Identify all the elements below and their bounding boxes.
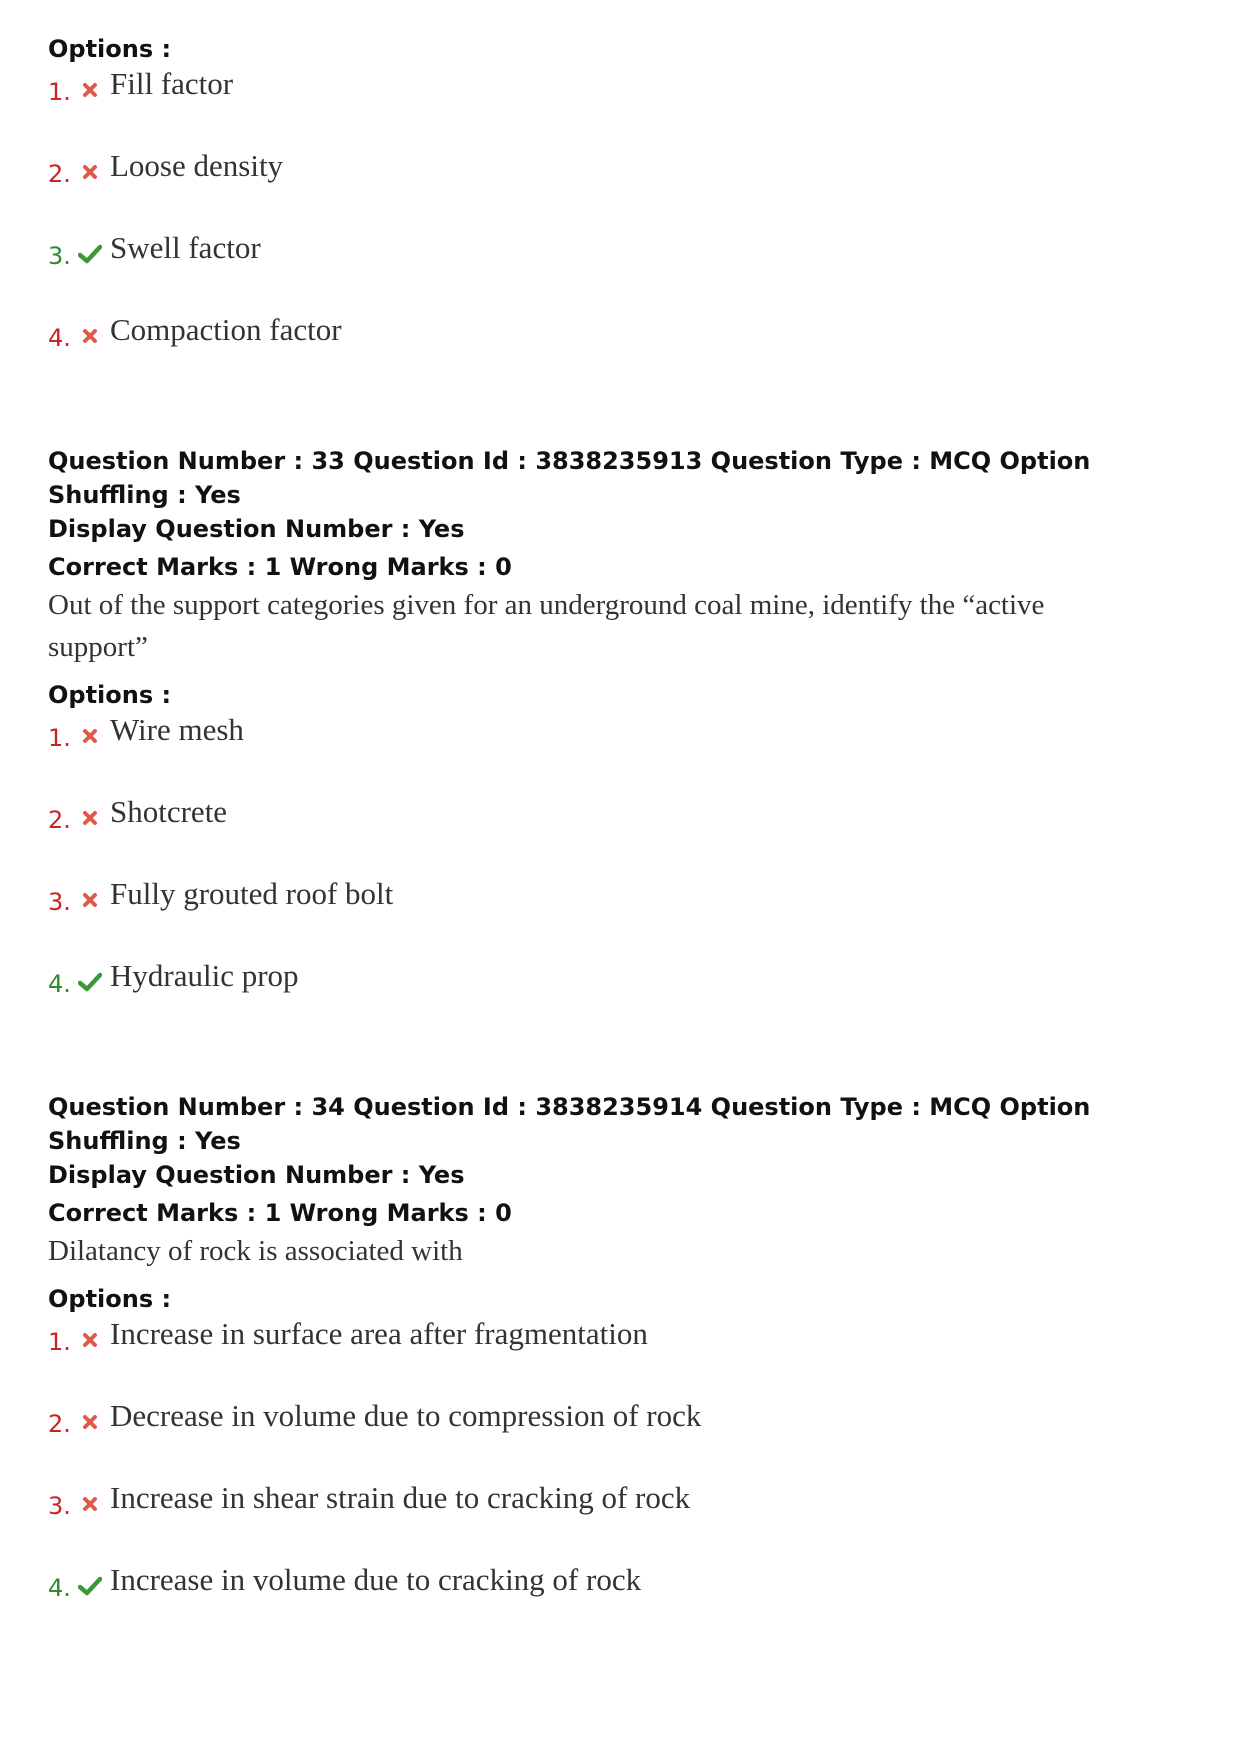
option-item xyxy=(48,148,1208,230)
cross-icon xyxy=(76,1490,104,1518)
option-text: Fill factor xyxy=(110,66,234,101)
check-icon xyxy=(76,968,104,996)
option-text: Hydraulic prop xyxy=(110,958,299,993)
option-item xyxy=(48,1562,1208,1644)
options-list xyxy=(48,66,1208,394)
options-label: Options : xyxy=(48,1285,172,1313)
check-icon xyxy=(76,240,104,268)
option-item xyxy=(48,876,1208,958)
option-number: 4. xyxy=(48,1574,71,1602)
cross-icon xyxy=(76,1408,104,1436)
option-text: Shotcrete xyxy=(110,794,228,829)
question-header: Question Number : 33 Question Id : 3838235913 Question Type : MCQ Option Shuffling : Yes xyxy=(48,447,1091,509)
option-number: 3. xyxy=(48,1492,71,1520)
option-number: 1. xyxy=(48,78,71,106)
option-number: 4. xyxy=(48,970,71,998)
option-item xyxy=(48,958,1208,1040)
cross-icon xyxy=(76,1326,104,1354)
cross-icon xyxy=(76,804,104,832)
option-text: Wire mesh xyxy=(110,712,244,747)
cross-icon xyxy=(76,886,104,914)
page xyxy=(48,32,1208,1644)
question-text: support” xyxy=(48,631,148,663)
question-text: Out of the support categories given for an underground coal mine, identify the “active xyxy=(48,589,1045,621)
display-question-number: Display Question Number : Yes xyxy=(48,1161,465,1189)
cross-icon xyxy=(76,76,104,104)
option-number: 1. xyxy=(48,1328,71,1356)
option-number: 2. xyxy=(48,160,71,188)
check-icon xyxy=(76,1572,104,1600)
options-label: Options : xyxy=(48,35,172,63)
marks-info: Correct Marks : 1 Wrong Marks : 0 xyxy=(48,1199,512,1227)
option-text: Increase in shear strain due to cracking of rock xyxy=(110,1480,691,1515)
option-number: 3. xyxy=(48,242,71,270)
option-item xyxy=(48,794,1208,876)
display-question-number: Display Question Number : Yes xyxy=(48,515,465,543)
options-list xyxy=(48,712,1208,1040)
cross-icon xyxy=(76,322,104,350)
cross-icon xyxy=(76,158,104,186)
option-text: Increase in volume due to cracking of rock xyxy=(110,1562,642,1597)
marks-info: Correct Marks : 1 Wrong Marks : 0 xyxy=(48,553,512,581)
option-text: Decrease in volume due to compression of rock xyxy=(110,1398,702,1433)
option-item xyxy=(48,1316,1208,1398)
option-number: 3. xyxy=(48,888,71,916)
question-text: Dilatancy of rock is associated with xyxy=(48,1235,463,1267)
option-item xyxy=(48,66,1208,148)
option-number: 1. xyxy=(48,724,71,752)
option-text: Swell factor xyxy=(110,230,261,265)
option-number: 2. xyxy=(48,806,71,834)
option-number: 2. xyxy=(48,1410,71,1438)
options-label: Options : xyxy=(48,681,172,709)
question-header: Question Number : 34 Question Id : 3838235914 Question Type : MCQ Option Shuffling : Yes xyxy=(48,1093,1091,1155)
option-number: 4. xyxy=(48,324,71,352)
option-text: Loose density xyxy=(110,148,284,183)
option-item xyxy=(48,230,1208,312)
option-text: Compaction factor xyxy=(110,312,342,347)
option-text: Fully grouted roof bolt xyxy=(110,876,394,911)
option-item xyxy=(48,1480,1208,1562)
cross-icon xyxy=(76,722,104,750)
option-text: Increase in surface area after fragmentation xyxy=(110,1316,648,1351)
options-list xyxy=(48,1316,1208,1644)
option-item xyxy=(48,1398,1208,1480)
option-item xyxy=(48,712,1208,794)
question-block-34 xyxy=(48,1090,1208,1644)
option-item xyxy=(48,312,1208,394)
question-block-33 xyxy=(48,444,1208,1040)
